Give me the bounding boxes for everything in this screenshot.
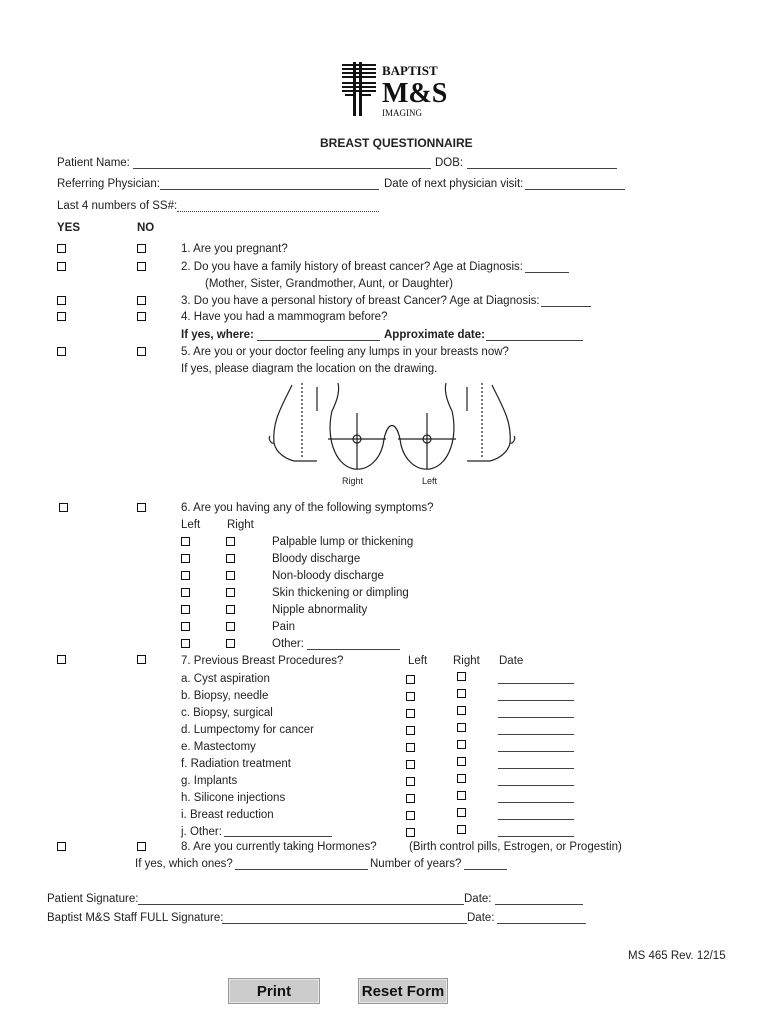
logo-mark-icon — [340, 60, 450, 120]
procedure-left-checkbox[interactable] — [406, 794, 415, 803]
q1-no-checkbox[interactable] — [137, 244, 146, 253]
q3-yes-checkbox[interactable] — [57, 296, 66, 305]
symptom-left-checkbox[interactable] — [181, 605, 190, 614]
procedure-left-checkbox[interactable] — [406, 811, 415, 820]
procedure-left-checkbox[interactable] — [406, 709, 415, 718]
question-8-note: (Birth control pills, Estrogen, or Progestin) — [409, 841, 622, 853]
procedure-label: d. Lumpectomy for cancer — [181, 724, 314, 736]
procedure-date-field[interactable] — [498, 700, 574, 701]
question-7: 7. Previous Breast Procedures? — [181, 655, 344, 667]
procedure-other-field[interactable] — [224, 836, 332, 837]
procedures-left-header: Left — [408, 655, 428, 667]
procedure-right-checkbox[interactable] — [457, 791, 466, 800]
symptom-left-checkbox[interactable] — [181, 588, 190, 597]
q4-date-field[interactable] — [486, 340, 583, 341]
symptom-right-checkbox[interactable] — [226, 554, 235, 563]
symptom-right-checkbox[interactable] — [226, 622, 235, 631]
procedure-left-checkbox[interactable] — [406, 692, 415, 701]
staff-signature-date-field[interactable] — [497, 923, 586, 924]
question-6: 6. Are you having any of the following symptoms? — [181, 502, 434, 514]
procedure-left-checkbox[interactable] — [406, 675, 415, 684]
question-1: 1. Are you pregnant? — [181, 243, 288, 255]
q8-years-label: Number of years? — [370, 858, 462, 870]
q8-years-field[interactable] — [464, 869, 507, 870]
symptom-label: Non-bloody discharge — [272, 570, 384, 582]
symptom-left-checkbox[interactable] — [181, 639, 190, 648]
procedures-right-header: Right — [453, 655, 480, 667]
next-visit-field[interactable] — [525, 189, 625, 190]
reset-form-button[interactable]: Reset Form — [358, 978, 448, 1004]
procedure-date-field[interactable] — [498, 836, 574, 837]
q8-no-checkbox[interactable] — [137, 842, 146, 851]
procedure-label: f. Radiation treatment — [181, 758, 291, 770]
logo-text-baptist: BAPTIST — [382, 63, 438, 78]
referring-physician-label: Referring Physician: — [57, 178, 160, 190]
procedures-date-header: Date — [499, 655, 524, 667]
q7-no-checkbox[interactable] — [137, 655, 146, 664]
symptom-left-checkbox[interactable] — [181, 537, 190, 546]
q2-no-checkbox[interactable] — [137, 262, 146, 271]
question-4: 4. Have you had a mammogram before? — [181, 311, 388, 323]
patient-name-label: Patient Name: — [57, 157, 130, 169]
symptom-label: Nipple abnormality — [272, 604, 368, 616]
symptom-left-checkbox[interactable] — [181, 554, 190, 563]
procedure-label: j. Other: — [181, 826, 222, 838]
procedure-right-checkbox[interactable] — [457, 774, 466, 783]
breast-diagram[interactable] — [262, 381, 522, 491]
yes-column-header: YES — [57, 222, 81, 234]
q4-where-field[interactable] — [257, 340, 380, 341]
staff-signature-label: Baptist M&S Staff FULL Signature: — [47, 912, 224, 924]
procedure-left-checkbox[interactable] — [406, 726, 415, 735]
procedure-date-field[interactable] — [498, 768, 574, 769]
q8-yes-checkbox[interactable] — [57, 842, 66, 851]
procedure-date-field[interactable] — [498, 802, 574, 803]
symptoms-left-header: Left — [181, 519, 201, 531]
q2-age-field[interactable] — [525, 272, 569, 273]
logo-text-ms: M&S — [382, 78, 448, 109]
procedure-label: c. Biopsy, surgical — [181, 707, 273, 719]
symptom-right-checkbox[interactable] — [226, 537, 235, 546]
breast-diagram-drawing-icon — [262, 381, 522, 491]
question-8: 8. Are you currently taking Hormones? — [181, 841, 377, 853]
patient-signature-label: Patient Signature: — [47, 893, 139, 905]
symptom-left-checkbox[interactable] — [181, 571, 190, 580]
diagram-right-label: Right — [342, 476, 364, 486]
procedure-label: h. Silicone injections — [181, 792, 286, 804]
staff-signature-date-label: Date: — [467, 912, 495, 924]
patient-signature-date-field[interactable] — [495, 904, 583, 905]
procedure-date-field[interactable] — [498, 683, 574, 684]
procedure-right-checkbox[interactable] — [457, 808, 466, 817]
q4-date-label: Approximate date: — [384, 329, 485, 341]
symptom-label: Skin thickening or dimpling — [272, 587, 409, 599]
procedure-right-checkbox[interactable] — [457, 672, 466, 681]
logo-text-imaging: IMAGING — [382, 108, 422, 118]
procedure-right-checkbox[interactable] — [457, 706, 466, 715]
ss-field[interactable] — [177, 211, 379, 212]
diagram-left-label: Left — [422, 476, 438, 486]
form-id: MS 465 Rev. 12/15 — [628, 950, 726, 962]
staff-signature-field[interactable] — [222, 923, 467, 924]
procedure-label: b. Biopsy, needle — [181, 690, 269, 702]
baptist-ms-imaging-logo — [340, 60, 450, 120]
procedure-right-checkbox[interactable] — [457, 723, 466, 732]
question-2-note: (Mother, Sister, Grandmother, Aunt, or Daughter) — [205, 278, 454, 290]
question-2: 2. Do you have a family history of breast cancer? Age at Diagnosis: — [181, 261, 523, 273]
procedure-label: i. Breast reduction — [181, 809, 274, 821]
symptom-other-field[interactable] — [307, 649, 400, 650]
q3-age-field[interactable] — [541, 306, 591, 307]
no-column-header: NO — [137, 222, 155, 234]
procedure-date-field[interactable] — [498, 785, 574, 786]
symptom-label: Pain — [272, 621, 296, 633]
symptom-right-checkbox[interactable] — [226, 605, 235, 614]
procedure-right-checkbox[interactable] — [457, 689, 466, 698]
symptom-label: Bloody discharge — [272, 553, 361, 565]
symptom-left-checkbox[interactable] — [181, 622, 190, 631]
symptom-label: Palpable lump or thickening — [272, 536, 414, 548]
patient-signature-field[interactable] — [138, 904, 464, 905]
q2-yes-checkbox[interactable] — [57, 262, 66, 271]
q7-yes-checkbox[interactable] — [57, 655, 66, 664]
q4-no-checkbox[interactable] — [137, 312, 146, 321]
symptoms-right-header: Right — [227, 519, 254, 531]
q5-yes-checkbox[interactable] — [57, 347, 66, 356]
referring-physician-field[interactable] — [160, 189, 379, 190]
procedure-left-checkbox[interactable] — [406, 828, 415, 837]
dob-field[interactable] — [467, 168, 617, 169]
procedure-label: a. Cyst aspiration — [181, 673, 270, 685]
q3-no-checkbox[interactable] — [137, 296, 146, 305]
q8-which-label: If yes, which ones? — [135, 858, 233, 870]
q5-no-checkbox[interactable] — [137, 347, 146, 356]
procedure-label: g. Implants — [181, 775, 238, 787]
page-title: BREAST QUESTIONNAIRE — [320, 136, 473, 150]
procedure-date-field[interactable] — [498, 734, 574, 735]
procedure-left-checkbox[interactable] — [406, 743, 415, 752]
print-button[interactable]: Print — [228, 978, 320, 1004]
procedure-left-checkbox[interactable] — [406, 777, 415, 786]
symptom-right-checkbox[interactable] — [226, 639, 235, 648]
procedure-date-field[interactable] — [498, 751, 574, 752]
procedure-right-checkbox[interactable] — [457, 757, 466, 766]
question-5-note: If yes, please diagram the location on the drawing. — [181, 363, 438, 375]
ss-label: Last 4 numbers of SS#: — [57, 200, 178, 212]
dob-label: DOB: — [435, 157, 464, 169]
procedure-date-field[interactable] — [498, 717, 574, 718]
symptom-right-checkbox[interactable] — [226, 571, 235, 580]
q1-yes-checkbox[interactable] — [57, 244, 66, 253]
q8-which-field[interactable] — [235, 869, 368, 870]
question-5: 5. Are you or your doctor feeling any lumps in your breasts now? — [181, 346, 509, 358]
next-visit-label: Date of next physician visit: — [384, 178, 524, 190]
patient-name-field[interactable] — [133, 168, 431, 169]
procedure-right-checkbox[interactable] — [457, 740, 466, 749]
q4-yes-checkbox[interactable] — [57, 312, 66, 321]
symptom-right-checkbox[interactable] — [226, 588, 235, 597]
procedure-left-checkbox[interactable] — [406, 760, 415, 769]
symptom-label: Other: — [272, 638, 304, 650]
procedure-label: e. Mastectomy — [181, 741, 256, 753]
patient-signature-date-label: Date: — [464, 893, 492, 905]
procedure-right-checkbox[interactable] — [457, 825, 466, 834]
q6-yes-checkbox[interactable] — [59, 503, 68, 512]
q6-no-checkbox[interactable] — [137, 503, 146, 512]
procedure-date-field[interactable] — [498, 819, 574, 820]
q4-where-label: If yes, where: — [181, 329, 254, 341]
question-3: 3. Do you have a personal history of breast Cancer? Age at Diagnosis: — [181, 295, 540, 307]
